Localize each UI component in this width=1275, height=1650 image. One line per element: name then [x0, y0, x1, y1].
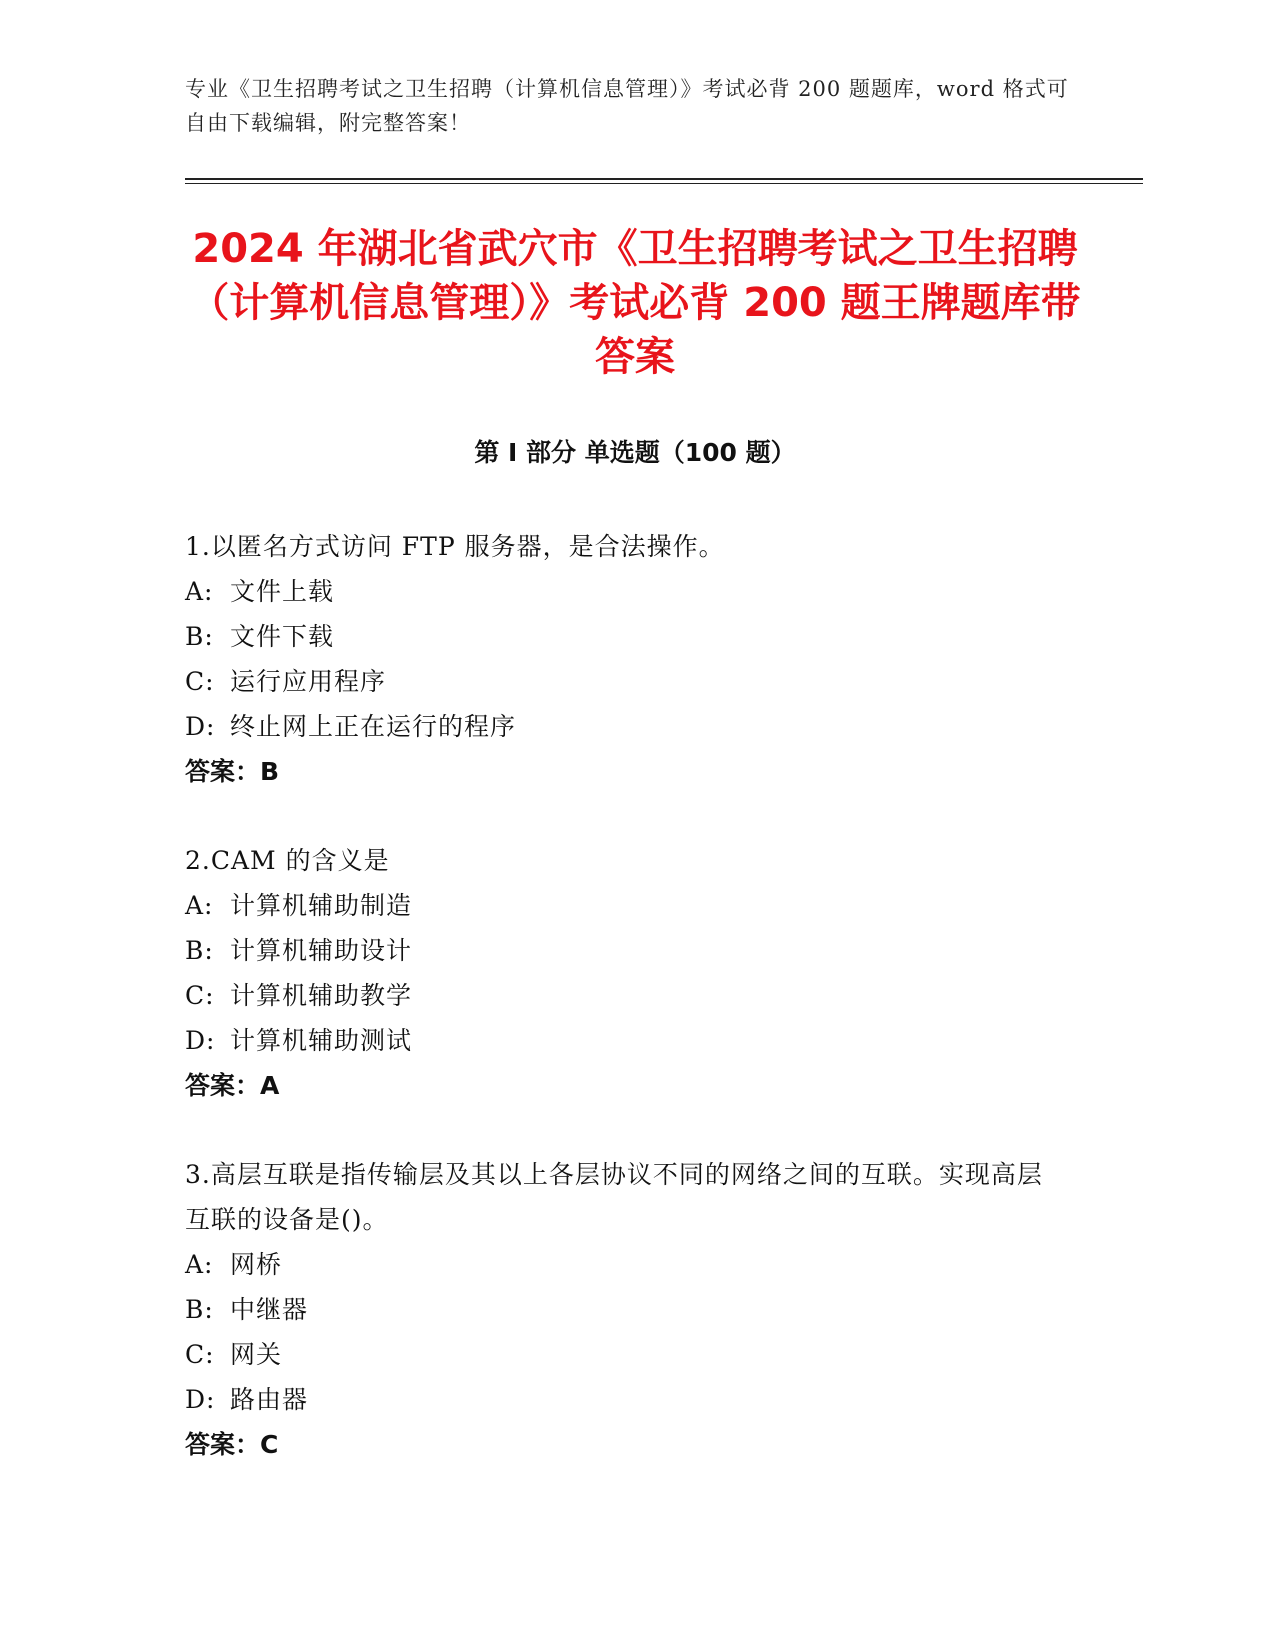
option-text: 文件上载: [230, 577, 335, 606]
document-title: 2024 年湖北省武穴市《卫生招聘考试之卫生招聘（计算机信息管理）》考试必背 200 题王牌题库带答案: [189, 226, 1081, 380]
option-b: [185, 928, 1065, 973]
option-b: [185, 1287, 1065, 1332]
header-note: 专业《卫生招聘考试之卫生招聘（计算机信息管理）》考试必背 200 题题库，word 格式可自由下载编辑，附完整答案！: [185, 77, 1069, 135]
option-letter: D:: [185, 1385, 216, 1414]
option-c: [185, 1332, 1065, 1377]
option-text: 计算机辅助教学: [230, 981, 413, 1010]
option-d: [185, 1018, 1065, 1063]
section-title: 第 I 部分 单选题（100 题）: [474, 438, 796, 467]
option-text: 终止网上正在运行的程序: [230, 712, 517, 741]
option-letter: D:: [185, 712, 216, 741]
option-letter: C:: [185, 1340, 215, 1369]
option-text: 计算机辅助测试: [230, 1026, 413, 1055]
answer: 答案：C: [185, 1430, 279, 1459]
option-a: [185, 883, 1065, 928]
option-letter: B:: [185, 1295, 214, 1324]
option-text: 运行应用程序: [230, 667, 387, 696]
option-letter: B:: [185, 622, 214, 651]
question-3: [185, 1152, 1065, 1467]
option-text: 文件下载: [230, 622, 335, 651]
option-letter: B:: [185, 936, 214, 965]
option-d: [185, 704, 1065, 749]
header-rule-thick: [185, 178, 1143, 180]
question-1: [185, 524, 1065, 794]
header-rule-thin: [185, 183, 1143, 184]
option-text: 中继器: [230, 1295, 309, 1324]
option-c: [185, 973, 1065, 1018]
option-letter: A:: [185, 891, 214, 920]
question-list: [185, 524, 1065, 1511]
option-letter: A:: [185, 577, 214, 606]
answer: 答案：A: [185, 1071, 280, 1100]
question-stem: 2.CAM 的含义是: [185, 846, 390, 875]
option-text: 网桥: [230, 1250, 283, 1279]
option-text: 网关: [230, 1340, 283, 1369]
option-b: [185, 614, 1065, 659]
option-text: 计算机辅助设计: [230, 936, 413, 965]
question-2: [185, 838, 1065, 1108]
option-letter: D:: [185, 1026, 216, 1055]
option-letter: C:: [185, 667, 215, 696]
answer: 答案：B: [185, 757, 280, 786]
option-text: 计算机辅助制造: [230, 891, 413, 920]
option-letter: C:: [185, 981, 215, 1010]
question-stem: 3.高层互联是指传输层及其以上各层协议不同的网络之间的互联。实现高层互联的设备是()。: [185, 1160, 1043, 1234]
option-letter: A:: [185, 1250, 214, 1279]
option-d: [185, 1377, 1065, 1422]
option-text: 路由器: [230, 1385, 309, 1414]
option-c: [185, 659, 1065, 704]
option-a: [185, 569, 1065, 614]
option-a: [185, 1242, 1065, 1287]
question-stem: 1.以匿名方式访问 FTP 服务器，是合法操作。: [185, 532, 725, 561]
